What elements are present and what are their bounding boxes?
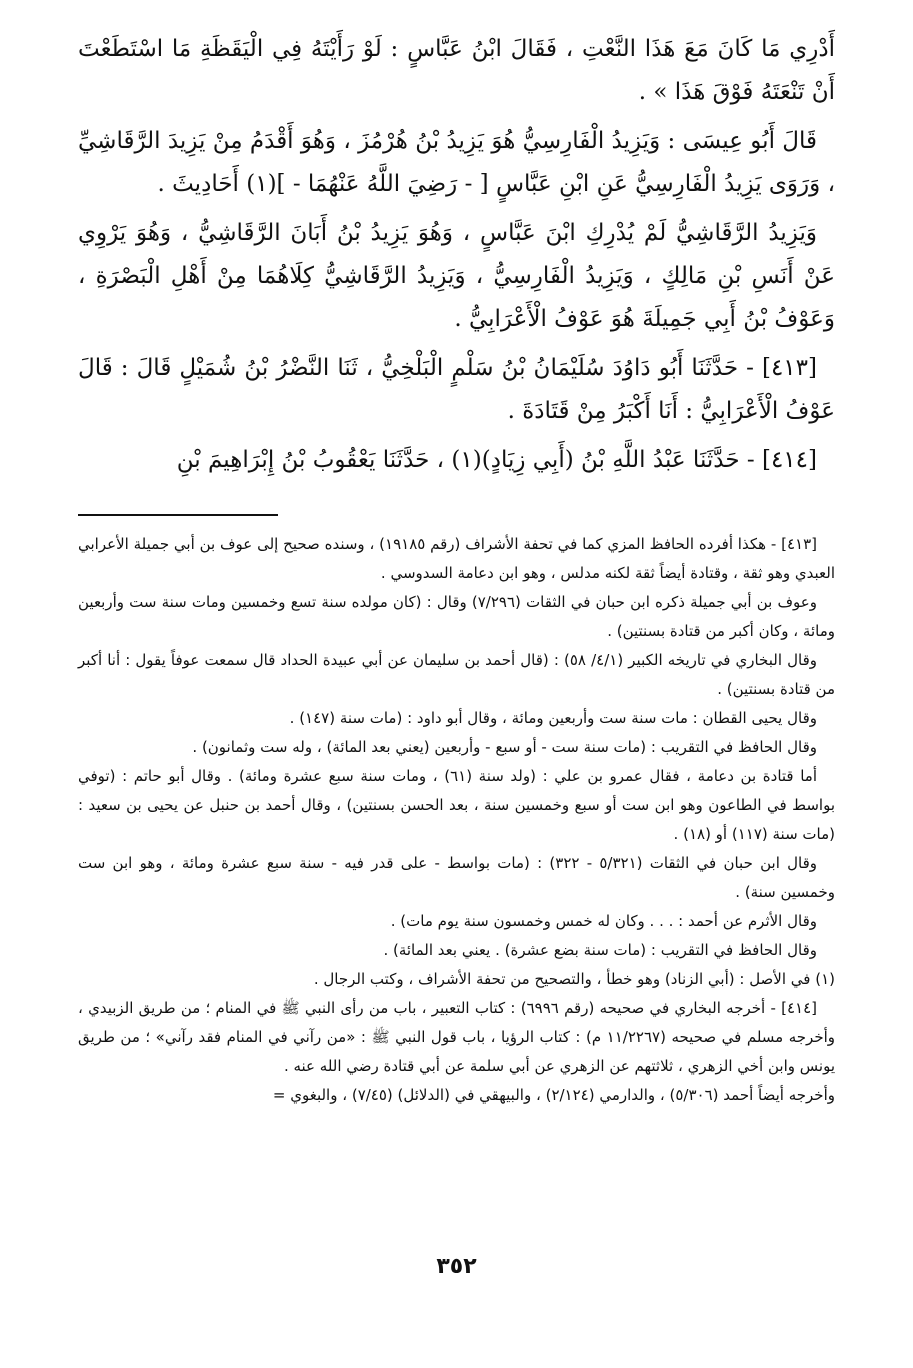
footnote: وقال الأثرم عن أحمد : . . . وكان له خمس وخمسون سنة يوم مات) . bbox=[390, 912, 817, 930]
hadith-414: [٤١٤] - حَدَّثَنَا عَبْدُ اللَّهِ بْنُ (أَبِي زِيَادٍ)(١) ، حَدَّثَنَا يَعْقُوبُ بْنُ إِبْرَاهِيمَ بْنِ bbox=[176, 447, 817, 473]
main-paragraph: قَالَ أَبُو عِيسَى : وَيَزِيدُ الْفَارِسِيُّ هُوَ يَزِيدُ بْنُ هُرْمُزَ ، وَهُوَ أَقْدَمُ مِنْ يَزِيدَ الرَّقَاشِيِّ ، وَرَوَى يَزِيدُ الْفَارِسِيُّ عَنِ ابْنِ عَبَّاسٍ [ - رَضِيَ اللَّهُ عَنْهُمَا - ](١) أَحَادِيثَ . bbox=[78, 128, 835, 197]
footnote: وقال الحافظ في التقريب : (مات سنة بضع عشرة) . يعني بعد المائة) . bbox=[383, 941, 817, 959]
footnote: وقال ابن حبان في الثقات (٥/٣٢١ - ٣٢٢) : (مات بواسط - على قدر فيه - سنة سبع عشرة ومائة ، وهو ابن ست وخمسين سنة) . bbox=[78, 854, 835, 901]
footnote: أما قتادة بن دعامة ، فقال عمرو بن علي : (ولد سنة (٦١) ، ومات سنة سبع عشرة ومائة) . وقال أبو حاتم : (توفي بواسط في الطاعون وهو ابن ست أو سبع وخمسين سنة ، بعد الحسن بسنتين) ، وقال أحمد بن حنبل عن يحيى بن سعيد : (مات سنة (١١٧) أو (١٨) . bbox=[78, 767, 835, 843]
book-page bbox=[78, 28, 835, 1368]
main-text bbox=[78, 28, 835, 482]
footnote: (١) في الأصل : (أبي الزناد) وهو خطأ ، والتصحيح من تحفة الأشراف ، وكتب الرجال . bbox=[313, 970, 835, 988]
footnote: وأخرجه أيضاً أحمد (٥/٣٠٦) ، والدارمي (٢/١٢٤) ، والبيهقي في (الدلائل) (٧/٤٥) ، والبغوي = bbox=[272, 1086, 835, 1104]
hadith-413: [٤١٣] - حَدَّثَنَا أَبُو دَاوُدَ سُلَيْمَانُ بْنُ سَلْمٍ الْبَلْخِيُّ ، ثَنَا النَّضْرُ بْنُ شُمَيْلٍ قَالَ : قَالَ عَوْفُ الْأَعْرَابِيُّ : أَنَا أَكْبَرُ مِنْ قَتَادَةَ . bbox=[78, 355, 835, 424]
main-paragraph: أَدْرِي مَا كَانَ مَعَ هَذَا النَّعْتِ ، فَقَالَ ابْنُ عَبَّاسٍ : لَوْ رَأَيْتَهُ فِي الْيَقَظَةِ مَا اسْتَطَعْتَ أَنْ تَنْعَتَهُ فَوْقَ هَذَا » . bbox=[78, 36, 835, 105]
footnote: وقال يحيى القطان : مات سنة ست وأربعين ومائة ، وقال أبو داود : (مات سنة (١٤٧) . bbox=[289, 709, 817, 727]
footnote: [٤١٤] - أخرجه البخاري في صحيحه (رقم ٦٩٩٦) : كتاب التعبير ، باب من رأى النبي ﷺ في المنام ؛ من طريق الزبيدي ، وأخرجه مسلم في صحيحه (١١/٢٢٦٧ م) : كتاب الرؤيا ، باب قول النبي ﷺ : «من رآني في المنام فقد رآني» ؛ من طريق يونس وابن أخي الزهري ، ثلاثتهم عن الزهري عن أبي سلمة عن أبي قتادة رضي الله عنه . bbox=[78, 999, 835, 1075]
footnotes bbox=[78, 530, 835, 1110]
footnote-separator-wrap bbox=[78, 514, 835, 516]
footnote: وقال الحافظ في التقريب : (مات سنة ست - أو سبع - وأربعين (يعني بعد المائة) ، وله ست وثمانون) . bbox=[192, 738, 817, 756]
page-number: ٣٥٢ bbox=[436, 1254, 477, 1279]
main-paragraph: وَيَزِيدُ الرَّقَاشِيُّ لَمْ يُدْرِكِ ابْنَ عَبَّاسٍ ، وَهُوَ يَزِيدُ بْنُ أَبَانَ الرَّقَاشِيُّ ، وَهُوَ يَرْوِي عَنْ أَنَسِ بْنِ مَالِكٍ ، وَيَزِيدُ الْفَارِسِيُّ ، وَيَزِيدُ الرَّقَاشِيُّ كِلَاهُمَا مِنْ أَهْلِ الْبَصْرَةِ ، وَعَوْفُ بْنُ أَبِي جَمِيلَةَ هُوَ عَوْفُ الْأَعْرَابِيُّ . bbox=[78, 220, 835, 332]
footnote: وعوف بن أبي جميلة ذكره ابن حبان في الثقات (٧/٢٩٦) وقال : (كان مولده سنة تسع وخمسين ومات سنة ست وأربعين ومائة ، وكان أكبر من قتادة بسنتين) . bbox=[78, 593, 835, 640]
footnote: [٤١٣] - هكذا أفرده الحافظ المزي كما في تحفة الأشراف (رقم ١٩١٨٥) ، وسنده صحيح إلى عوف بن أبي جميلة الأعرابي العبدي وهو ثقة ، وقتادة أيضاً ثقة لكنه مدلس ، وهو ابن دعامة السدوسي . bbox=[78, 535, 835, 582]
footnote: وقال البخاري في تاريخه الكبير (٤/١/ ٥٨) : (قال أحمد بن سليمان عن أبي عبيدة الحداد قال سمعت عوفاً يقول : أنا أكبر من قتادة بسنتين) . bbox=[78, 651, 835, 698]
footnote-separator bbox=[78, 514, 278, 516]
